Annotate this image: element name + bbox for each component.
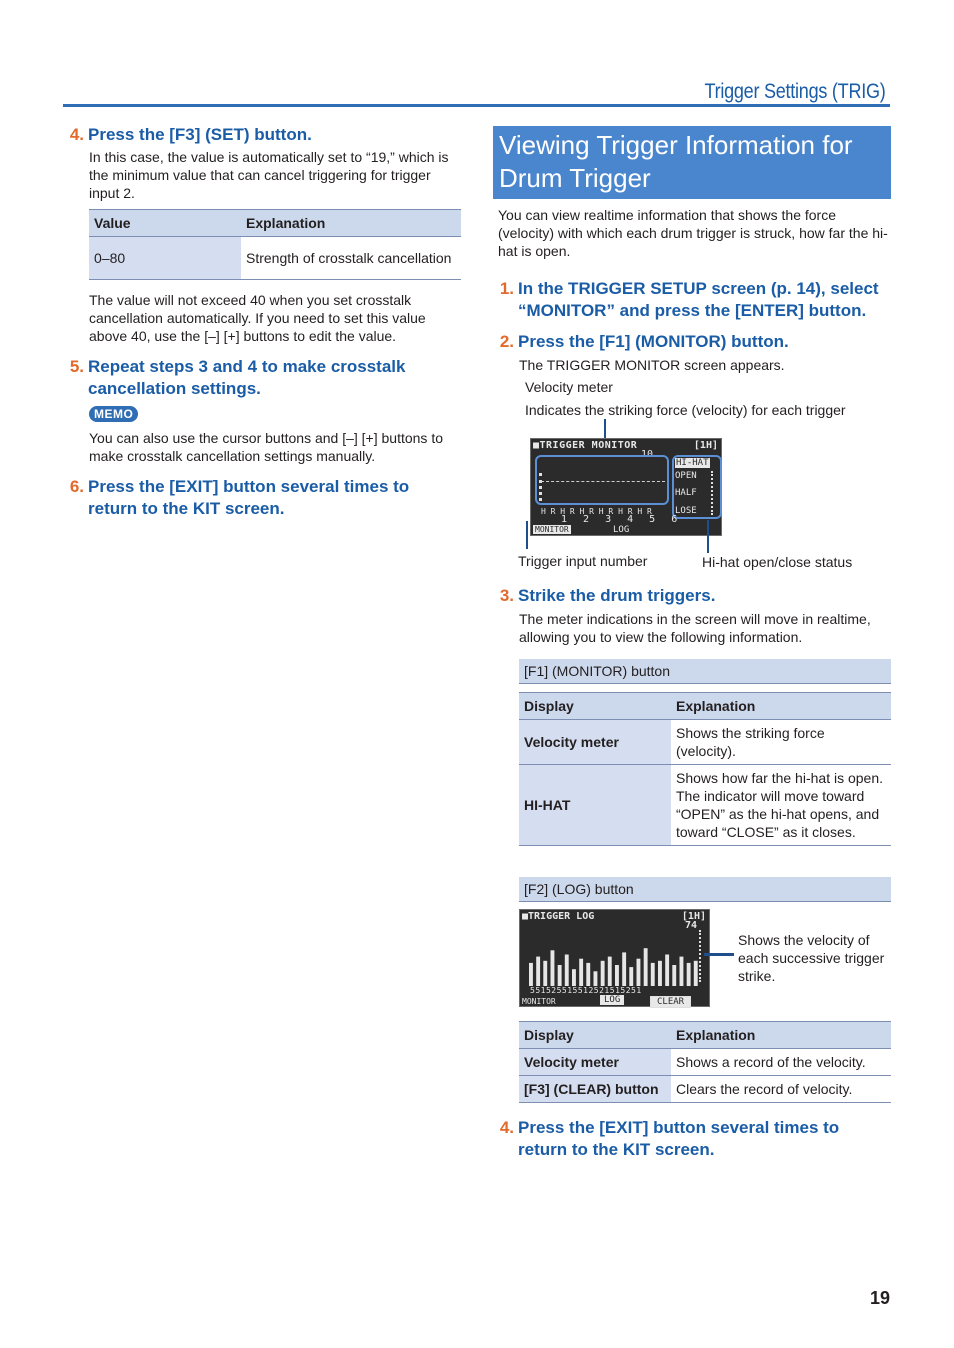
log-bar xyxy=(694,961,698,986)
log-bar xyxy=(558,965,562,986)
table-header-value: Value xyxy=(89,210,241,237)
log-bar xyxy=(665,955,669,987)
screen-value: 74 xyxy=(684,920,697,931)
table-header-explanation: Explanation xyxy=(241,210,461,237)
tab-monitor: MONITOR xyxy=(522,997,556,1006)
table-header-explanation: Explanation xyxy=(671,1022,891,1049)
crosstalk-note: The value will not exceed 40 when you set crosstalk cancellation automatically. If you need to set this value above 40, use the [–] [+] buttons to edit the value. xyxy=(89,292,426,344)
log-bar xyxy=(529,963,533,986)
callout-line xyxy=(526,521,528,549)
log-bar xyxy=(644,948,648,986)
table-cell: Velocity meter xyxy=(519,1049,671,1076)
log-info-table xyxy=(519,1021,891,1103)
log-bar xyxy=(651,963,655,986)
hihat-label: HI-HAT xyxy=(676,458,709,468)
step-title: In the TRIGGER SETUP screen (p. 14), select “MONITOR” and press the [ENTER] button. xyxy=(518,279,879,320)
table-cell: Shows how far the hi-hat is open. The indicator will move toward “OPEN” as the hi-hat opens, and toward “CLOSE” as it closes. xyxy=(671,765,891,846)
callout-trigger-input: Trigger input number xyxy=(518,553,648,569)
log-bar xyxy=(586,963,590,986)
monitor-info-table xyxy=(519,692,891,846)
callout-log-velocity: Shows the velocity of each successive trigger strike. xyxy=(738,932,885,984)
step-3-description: The meter indications in the screen will move in realtime, allowing you to view the following information. xyxy=(519,611,871,645)
log-bar xyxy=(680,957,684,986)
header-rule xyxy=(63,104,890,107)
section-intro: You can view realtime information that shows the force (velocity) with which each drum trigger is struck, how far the hi-hat is open. xyxy=(498,207,888,259)
step-number: 4. xyxy=(69,125,84,144)
input-numbers: 1 2 3 4 5 6 xyxy=(561,514,683,525)
table-cell: [F3] (CLEAR) button xyxy=(519,1076,671,1103)
right-step-4 xyxy=(493,1117,891,1161)
log-bar xyxy=(637,959,641,986)
left-step-6 xyxy=(63,476,463,520)
right-step-2 xyxy=(493,331,891,353)
table-cell: Velocity meter xyxy=(519,720,671,765)
right-step-1 xyxy=(493,278,891,322)
table-row xyxy=(519,1049,891,1076)
step-title: Press the [F1] (MONITOR) button. xyxy=(518,332,789,351)
velocity-meter-highlight xyxy=(535,455,669,505)
step-2-description: The TRIGGER MONITOR screen appears. xyxy=(519,357,785,373)
tab-monitor: MONITOR xyxy=(535,525,569,534)
meter-dashed-line xyxy=(541,481,665,482)
step-number: 3. xyxy=(499,586,514,605)
step-title: Press the [EXIT] button several times to return to the KIT screen. xyxy=(88,477,410,518)
f2-log-label: [F2] (LOG) button xyxy=(519,877,891,902)
log-bar xyxy=(658,961,662,986)
screen-value: 10 xyxy=(641,449,654,460)
table-row xyxy=(519,720,891,765)
meter-bar xyxy=(539,473,543,501)
trigger-log-screen xyxy=(519,909,710,1007)
table-row xyxy=(519,765,891,846)
log-bar xyxy=(579,959,583,986)
page-number: 19 xyxy=(869,1288,890,1308)
log-bar xyxy=(622,952,626,986)
table-cell: HI-HAT xyxy=(519,765,671,846)
crosstalk-value-table xyxy=(89,209,461,280)
log-bar xyxy=(536,957,540,986)
log-bar xyxy=(565,955,569,987)
table-row xyxy=(519,1076,891,1103)
table-cell: Clears the record of velocity. xyxy=(671,1076,891,1103)
left-step-4 xyxy=(63,124,463,146)
step-number: 2. xyxy=(499,332,514,351)
tab-log: LOG xyxy=(613,525,630,535)
log-bar xyxy=(601,961,605,986)
screen-kit: [1H] xyxy=(693,440,718,451)
left-step-5 xyxy=(63,356,463,400)
log-bar xyxy=(572,969,576,986)
callout-velocity-meter: Velocity meter xyxy=(525,379,613,395)
table-header-explanation: Explanation xyxy=(671,693,891,720)
step-number: 5. xyxy=(69,357,84,376)
log-bars xyxy=(528,944,700,986)
log-bar xyxy=(672,965,676,986)
tab-clear: CLEAR xyxy=(650,996,691,1008)
step-title: Press the [EXIT] button several times to return to the KIT screen. xyxy=(518,1118,840,1159)
table-row xyxy=(89,237,461,280)
log-bar xyxy=(608,957,612,986)
callout-line xyxy=(704,953,734,956)
table-header-display: Display xyxy=(519,1022,671,1049)
tab-log: LOG xyxy=(600,995,624,1005)
hihat-open-label: OPEN xyxy=(675,471,697,481)
input-letters: H R H R H R H R H R H R xyxy=(541,507,652,516)
table-header-display: Display xyxy=(519,693,671,720)
log-input-row: 551525515512521515251 xyxy=(530,986,642,995)
step-title: Strike the drum triggers. xyxy=(518,586,716,605)
log-bar xyxy=(594,971,598,986)
memo-text: You can also use the cursor buttons and [–] [+] buttons to make crosstalk cancellation settings manually. xyxy=(89,430,443,464)
log-bar xyxy=(551,950,555,986)
memo-badge: MEMO xyxy=(89,406,138,422)
step-title: Press the [F3] (SET) button. xyxy=(88,125,312,144)
hihat-half-label: HALF xyxy=(675,488,697,498)
log-bar xyxy=(615,965,619,986)
log-bar xyxy=(629,967,633,986)
section-title: Viewing Trigger Information for Drum Trigger xyxy=(493,126,891,199)
callout-line xyxy=(707,520,709,553)
screen-title: ■TRIGGER MONITOR xyxy=(533,440,638,451)
table-cell: Strength of crosstalk cancellation xyxy=(241,237,461,280)
screen-title: ■TRIGGER LOG xyxy=(522,911,595,922)
header-title: Trigger Settings (TRIG) xyxy=(704,80,886,103)
step-4-description: In this case, the value is automatically set to “19,” which is the minimum value that can cancel triggering for trigger input 2. xyxy=(89,149,449,201)
log-bar xyxy=(543,961,547,986)
callout-hihat-status: Hi-hat open/close status xyxy=(702,554,853,570)
table-cell: Shows the striking force (velocity). xyxy=(671,720,891,765)
table-cell: 0–80 xyxy=(89,237,241,280)
log-bar xyxy=(687,963,691,986)
right-step-3 xyxy=(493,585,891,607)
step-number: 4. xyxy=(499,1118,514,1137)
table-cell: Shows a record of the velocity. xyxy=(671,1049,891,1076)
screen-kit: [1H] xyxy=(681,911,706,922)
callout-velocity-desc: Indicates the striking force (velocity) for each trigger xyxy=(525,402,846,418)
trigger-monitor-screen xyxy=(530,438,722,536)
f1-monitor-label: [F1] (MONITOR) button xyxy=(519,659,891,684)
step-number: 6. xyxy=(69,477,84,496)
hihat-indicator xyxy=(711,471,713,515)
step-number: 1. xyxy=(499,279,514,298)
hihat-close-label: LOSE xyxy=(675,506,697,516)
step-title: Repeat steps 3 and 4 to make crosstalk cancellation settings. xyxy=(88,357,406,398)
